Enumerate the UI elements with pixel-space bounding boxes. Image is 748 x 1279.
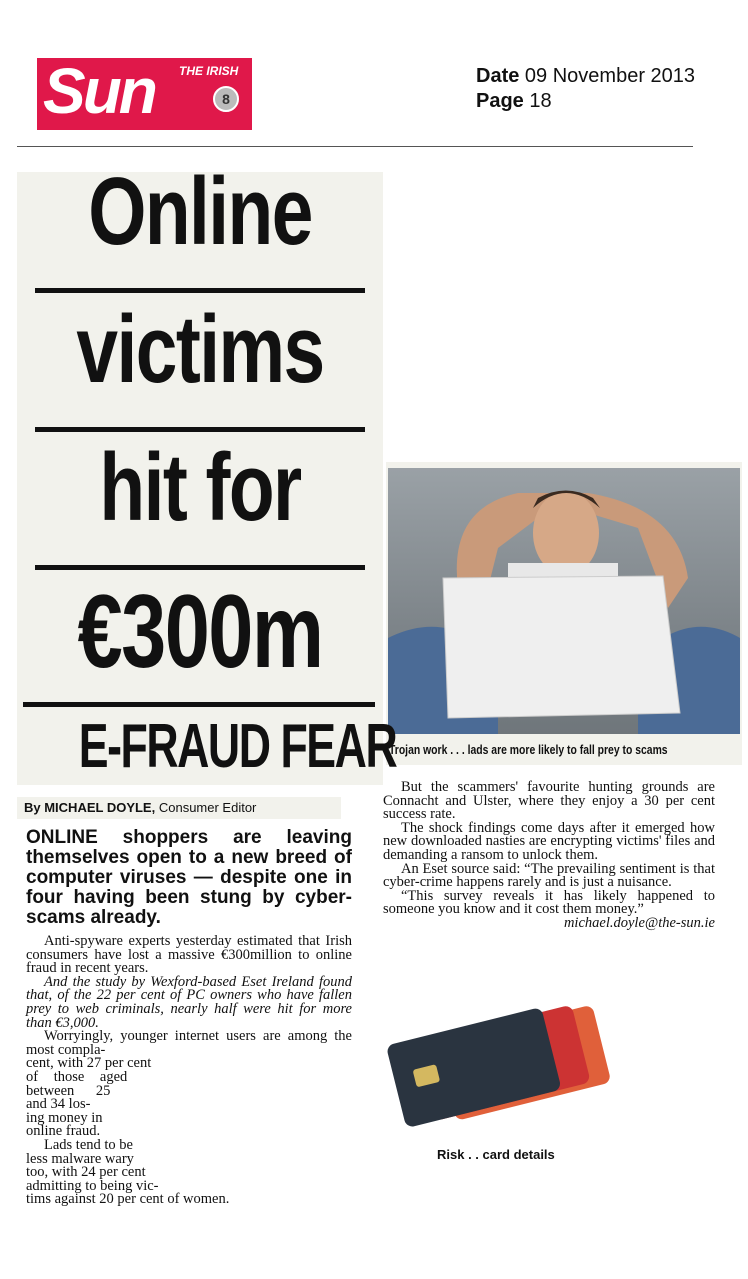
body-paragraph: Anti-spyware experts yesterday estimated that Irish consumers have lost a massive €300million to online fraud in recent years. — [26, 933, 352, 977]
man-with-laptop-photo — [388, 468, 740, 734]
date-value: 09 November 2013 — [524, 65, 696, 87]
author-role: Consumer Editor — [158, 800, 257, 815]
page-value: 18 — [529, 90, 552, 112]
byline — [17, 797, 341, 819]
headline-rule — [35, 427, 365, 432]
headline-strap-wrap — [17, 712, 397, 781]
headline-box — [17, 158, 397, 785]
body-line: tims against 20 per cent of women. — [26, 1191, 230, 1208]
headline-line: Online — [88, 158, 312, 265]
right-column — [383, 781, 715, 931]
photo-panel — [386, 462, 742, 765]
body-line: cent, with 27 per cent — [26, 1055, 152, 1072]
body-paragraph: But the scammers' favourite hunting grounds are Connacht and Ulster, where they enjoy a 30 per cent success rate. — [383, 779, 715, 823]
left-column — [26, 935, 352, 1207]
page-line: Page 18 — [476, 90, 552, 112]
body-paragraph: An Eset source said: “The prevailing sentiment is that cyber-crime happens rarely and is just a nuisance. — [383, 860, 715, 891]
body-line: less malware wary — [26, 1150, 134, 1167]
headline-line: victims — [76, 296, 324, 403]
header-divider — [17, 146, 693, 147]
body-line: admitting to being vic- — [26, 1177, 159, 1194]
photo-caption: Trojan work . . . lads are more likely to fall prey to scams — [389, 742, 668, 757]
body-line: too, with 24 per cent — [26, 1164, 146, 1181]
body-line: of those aged — [26, 1068, 128, 1085]
body-line: between 25 — [26, 1082, 111, 1099]
body-paragraph: The shock findings come days after it emerged how new downloaded nasties are encrypting victims' files and demanding a ransom to unlock them. — [383, 819, 715, 863]
body-line: and 34 los- — [26, 1096, 91, 1113]
author-name: By MICHAEL DOYLE, — [24, 800, 156, 815]
body-paragraph: “This survey reveals it has likely happened to someone you know and it cost them money.” — [383, 887, 715, 918]
headline-rule — [23, 702, 375, 707]
body-line: ing money in — [26, 1109, 103, 1126]
date-line: Date 09 November 2013 — [476, 65, 696, 87]
author-email: michael.doyle@the-sun.ie — [563, 914, 715, 931]
headline-rule — [35, 565, 365, 570]
body-paragraph: Worryingly, younger internet users are among the most compla- — [26, 1028, 352, 1058]
headline-rule — [35, 288, 365, 293]
cards-caption: Risk . . card details — [437, 1147, 555, 1162]
credit-cards-image — [375, 1000, 615, 1140]
headline-strap: E-FRAUD FEAR — [78, 712, 397, 781]
body-line: online fraud. — [26, 1123, 101, 1140]
body-paragraph: And the study by Wexford-based Eset Ireland found that, of the 22 per cent of PC owners who have fallen prey to web criminals, nearly half were hit for more than €3,000. — [26, 973, 352, 1031]
body-line: Lads tend to be — [44, 1136, 133, 1153]
irish-sun-logo — [37, 58, 252, 130]
logo-the-irish: THE IRISH — [179, 64, 239, 78]
logo-badge-icon: 8 — [213, 86, 239, 112]
headline-line: €300m — [77, 574, 323, 690]
logo-sun: Sun — [43, 58, 155, 127]
headline-line: hit for — [99, 434, 301, 541]
intro-paragraph: ONLINE shoppers are leaving themselves open to a new breed of computer viruses — despite one in four having been stung by cyber-scams already. — [26, 827, 352, 928]
